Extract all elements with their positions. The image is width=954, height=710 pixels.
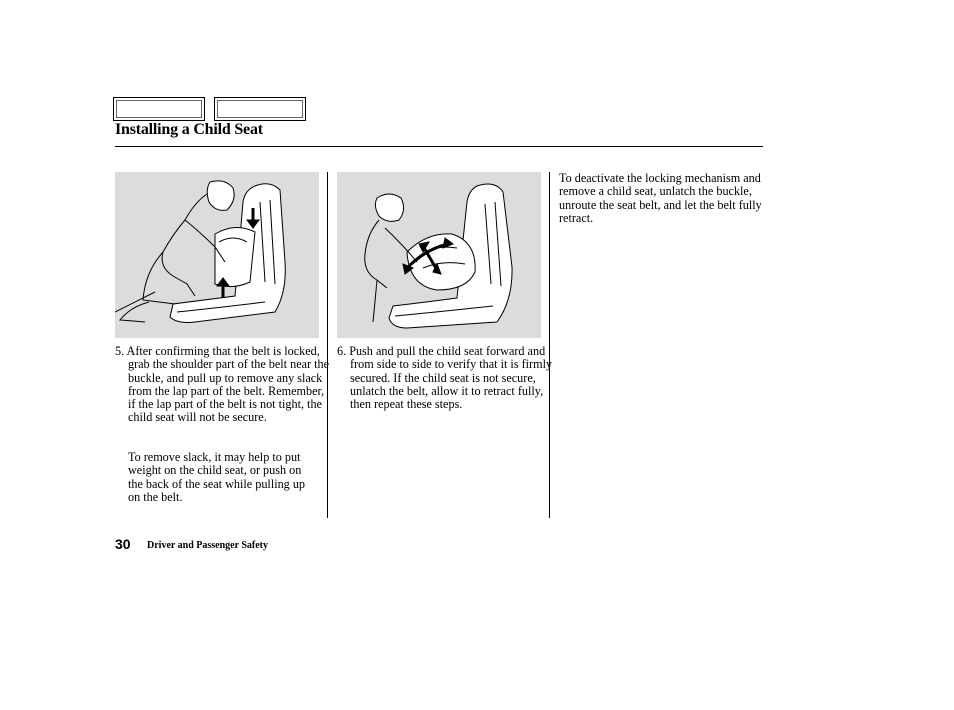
step-6-text: 6. Push and pull the child seat forward and from side to side to verify that it is firmly secured. If the child seat is not secure, unlatch the belt, allow it to retract fully, then repeat these steps.: [337, 344, 553, 412]
title-rule: [115, 146, 763, 147]
belt-tightening-illustration: [115, 172, 319, 338]
section-name: Driver and Passenger Safety: [147, 540, 269, 551]
page-number: 30: [115, 536, 131, 552]
step-5-text: 5. After confirming that the belt is locked, grab the shoulder part of the belt near the buckle, and pull up to remove any slack from the lap part of the belt. Remember, if the lap part of the belt is not tight, the child seat will not be secure.: [115, 344, 330, 425]
slack-note-text: To remove slack, it may help to put weight on the child seat, or push on the back of the seat while pulling up on the belt.: [128, 450, 306, 504]
child-seat-push-illustration: [337, 172, 541, 338]
page-title: Installing a Child Seat: [115, 121, 263, 138]
nav-tab-2[interactable]: [214, 97, 306, 121]
nav-tab-1[interactable]: [113, 97, 205, 121]
deactivate-locking-text: To deactivate the locking mechanism and remove a child seat, unlatch the buckle, unroute the seat belt, and let the belt fully retract.: [559, 171, 762, 225]
